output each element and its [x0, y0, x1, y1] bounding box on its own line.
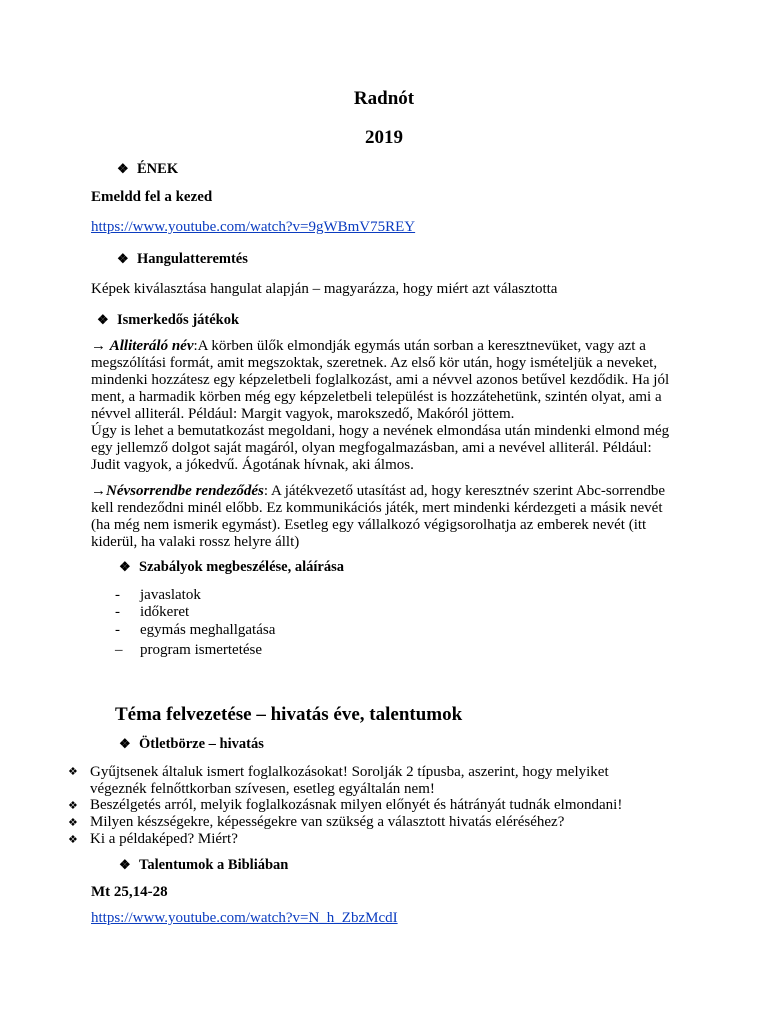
idea-list-item: ❖ Beszélgetés arról, melyik foglalkozásnak milyen előnyét és hátrányát tudnák elmondani! [68, 797, 623, 813]
section-enek-heading [117, 161, 178, 178]
game1-text: :A körben ülők elmondják egymás után sorban a keresztnevüket, vagy azt a megszólítási formát, amit megszoktak, szeretnek. Az első kör után, hogy ismételjük a neveket, mindenki hozzátesz egy képzeletbeli foglalkozást, ami a névvel azonos betűvel kezdődik. Ha jól ment, a harmadik körben még egy képzeletbeli települést is hozzátehetünk, szintén olyat, ami a névvel alliterál. Például: Margit vagyok, marokszedő, Makóról jöttem. [91, 338, 670, 422]
game1-text2: Úgy is lehet a bemutatkozást megoldani, hogy a nevének elmondása után mindenki elmond még egy jellemző dolgot saját magáról, olyan megfogalmazásban, ami a nevével alliterál. Például: Judit vagyok, a jókedvű. Ágotának hívnak, aki álmos. [91, 423, 670, 473]
section-otletborze-heading [119, 736, 264, 753]
bible-video-link[interactable]: https://www.youtube.com/watch?v=N_h_ZbzMcdI [91, 910, 398, 926]
bible-reference: Mt 25,14-28 [91, 884, 168, 900]
theme-heading: Téma felvezetése – hivatás éve, talentumok [115, 704, 463, 725]
diamond-bullet-icon: ❖ [117, 161, 129, 176]
small-diamond-bullet-icon: ❖ [68, 817, 78, 829]
section-hangulat-heading [117, 251, 248, 268]
diamond-bullet-icon: ❖ [119, 736, 131, 751]
rules-list-item: - egymás meghallgatása [115, 622, 276, 638]
small-diamond-bullet-icon: ❖ [68, 766, 78, 778]
section-hangulat-label: Hangulatteremtés [137, 251, 248, 267]
hangulat-text: Képek kiválasztása hangulat alapján – magyarázza, hogy miért azt választotta [91, 281, 558, 297]
section-talentumok-heading [119, 857, 288, 874]
game2-paragraph [91, 483, 681, 551]
rules-list-item: - javaslatok [115, 587, 201, 603]
game1-name: Alliteráló név [109, 338, 194, 354]
idea-list-item: ❖ Milyen készségekre, képességekre van szükség a választott hivatás eléréséhez? [68, 814, 565, 830]
rules-list-item: - időkeret [115, 604, 190, 620]
section-ismerkedos-heading [97, 312, 239, 329]
game1-paragraph [91, 338, 681, 474]
section-szabalyok-heading [119, 559, 344, 576]
small-diamond-bullet-icon: ❖ [68, 800, 78, 812]
idea-list-item: ❖ Gyűjtsenek általuk ismert foglalkozásokat! Sorolják 2 típusba, aszerint, hogy melyiket végeznék felnőttkorban szívesen, esetleg egyáltalán nem! [68, 764, 609, 797]
page-title: Radnót [353, 88, 415, 109]
small-diamond-bullet-icon: ❖ [68, 834, 78, 846]
diamond-bullet-icon: ❖ [119, 559, 131, 574]
diamond-bullet-icon: ❖ [97, 312, 109, 327]
section-enek-label: ÉNEK [137, 161, 179, 177]
song-link[interactable]: https://www.youtube.com/watch?v=9gWBmV75REY [91, 219, 416, 235]
game2-name: Névsorrendbe rendeződés [106, 483, 264, 499]
section-szabalyok-label: Szabályok megbeszélése, aláírása [139, 559, 344, 575]
arrow-icon: → [91, 338, 106, 354]
game2-text: : A játékvezető utasítást ad, hogy keresztnév szerint Abc-sorrendbe kell rendeződni minél előbb. Ez kommunikációs játék, mert mindenki kérdezgeti a másik nevét (ha még nem ismerik egymást). Esetleg egy vállalkozó végigsorolhatja az emberek nevét (itt kiderül, ha valaki rossz helyre állt) [91, 483, 666, 550]
song-title: Emeldd fel a kezed [91, 189, 213, 205]
section-talentumok-label: Talentumok a Bibliában [139, 857, 289, 873]
diamond-bullet-icon: ❖ [119, 857, 131, 872]
section-otletborze-label: Ötletbörze – hivatás [139, 736, 264, 752]
diamond-bullet-icon: ❖ [117, 251, 129, 266]
idea-list-item: ❖ Ki a példaképed? Miért? [68, 831, 238, 847]
section-ismerkedos-label: Ismerkedős játékok [117, 312, 240, 328]
page-year: 2019 [365, 127, 403, 148]
arrow-icon: → [91, 483, 106, 499]
rules-list-item: – program ismertetése [115, 642, 263, 658]
